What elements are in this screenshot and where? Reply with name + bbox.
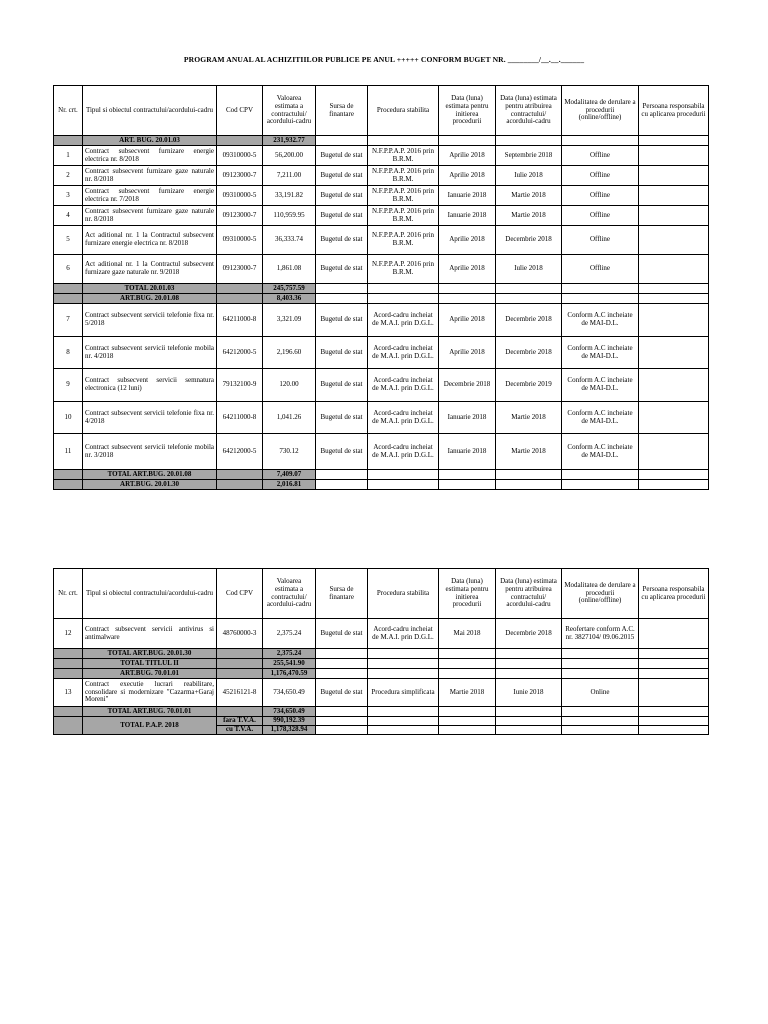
empty-cell xyxy=(562,136,639,146)
empty-cell xyxy=(54,136,83,146)
empty-cell xyxy=(639,726,709,735)
row-tip-obiect: Contract subsecvent servicii telefonie mobila nr. 4/2018 xyxy=(83,337,217,369)
empty-cell xyxy=(639,284,709,294)
total-row xyxy=(54,649,709,659)
row-data-atribuire: Decembrie 2018 xyxy=(496,619,562,649)
row-persoana xyxy=(639,166,709,186)
col-header-persoana: Persoana responsabila cu aplicarea procedurii xyxy=(639,86,709,136)
row-cod-cpv: 79132100-9 xyxy=(217,369,263,402)
empty-cell xyxy=(54,669,83,679)
row-data-atribuire: Decembrie 2018 xyxy=(496,304,562,337)
document-title: PROGRAM ANUAL AL ACHIZITIILOR PUBLICE PE ANUL +++++ CONFORM BUGET NR. ________/__.__.______ xyxy=(183,55,585,64)
empty-cell xyxy=(439,649,496,659)
row-data-atribuire: Iunie 2018 xyxy=(496,679,562,707)
row-procedura: Acord-cadru incheiat de M.A.I. prin D.G.L. xyxy=(368,369,439,402)
table-row xyxy=(54,146,709,166)
row-tip-obiect: Contract subsecvent servicii telefonie fixa nr. 5/2018 xyxy=(83,304,217,337)
row-data-initiere: Aprilie 2018 xyxy=(439,146,496,166)
empty-cell xyxy=(368,136,439,146)
row-modalitate: Conform A.C incheiate de MAI-D.L. xyxy=(562,402,639,434)
row-tip-obiect: Act aditional nr. 1 la Contractul subsecvent furnizare energie electrica nr. 8/2018 xyxy=(83,226,217,255)
empty-cell xyxy=(368,707,439,717)
table-row xyxy=(54,402,709,434)
row-label: TOTAL ART.BUG. 70.01.01 xyxy=(83,707,217,717)
table-row xyxy=(54,206,709,226)
empty-cell xyxy=(54,284,83,294)
row-data-initiere: Martie 2018 xyxy=(439,679,496,707)
empty-cell xyxy=(639,649,709,659)
empty-cell xyxy=(439,470,496,480)
empty-cell xyxy=(217,294,263,304)
empty-cell xyxy=(217,649,263,659)
col-header-nr: Nr. crt. xyxy=(54,86,83,136)
row-label: ART.BUG. 70.01.01 xyxy=(83,669,217,679)
empty-cell xyxy=(439,480,496,490)
row-data-initiere: Ianuarie 2018 xyxy=(439,186,496,206)
col-header-persoana: Persoana responsabila cu aplicarea procedurii xyxy=(639,569,709,619)
table-row xyxy=(54,226,709,255)
empty-cell xyxy=(562,649,639,659)
row-modalitate: Conform A.C incheiate de MAI-D.L. xyxy=(562,434,639,470)
row-data-initiere: Aprilie 2018 xyxy=(439,337,496,369)
row-data-atribuire: Martie 2018 xyxy=(496,402,562,434)
row-valoare: 2,375.24 xyxy=(263,619,316,649)
row-nr: 3 xyxy=(54,186,83,206)
row-label: ART. BUG. 20.01.03 xyxy=(83,136,217,146)
empty-cell xyxy=(439,136,496,146)
row-persoana xyxy=(639,186,709,206)
row-valoare: 56,200.00 xyxy=(263,146,316,166)
row-modalitate: Offline xyxy=(562,226,639,255)
empty-cell xyxy=(439,726,496,735)
empty-cell xyxy=(54,480,83,490)
row-persoana xyxy=(639,304,709,337)
row-data-initiere: Aprilie 2018 xyxy=(439,255,496,284)
row-persoana xyxy=(639,369,709,402)
total-row xyxy=(54,707,709,717)
row-procedura: N.F.P.P.A.P. 2016 prin B.R.M. xyxy=(368,146,439,166)
empty-cell xyxy=(562,284,639,294)
row-value: 734,650.49 xyxy=(263,707,316,717)
row-sursa: Bugetul de stat xyxy=(316,434,368,470)
empty-cell xyxy=(562,480,639,490)
empty-cell xyxy=(54,470,83,480)
procurement-table-1 xyxy=(53,85,709,490)
table-row xyxy=(54,679,709,707)
row-procedura: N.F.P.P.A.P. 2016 prin B.R.M. xyxy=(368,226,439,255)
empty-cell xyxy=(496,659,562,669)
empty-cell xyxy=(217,284,263,294)
header-row xyxy=(54,86,709,136)
row-data-initiere: Ianuarie 2018 xyxy=(439,206,496,226)
col-header-tip: Tipul si obiectul contractului/acordului-cadru xyxy=(83,86,217,136)
empty-cell xyxy=(639,294,709,304)
row-modalitate: Conform A.C incheiate de MAI-D.L. xyxy=(562,337,639,369)
empty-cell xyxy=(368,649,439,659)
row-valoare: 734,650.49 xyxy=(263,679,316,707)
empty-cell xyxy=(562,707,639,717)
row-sursa: Bugetul de stat xyxy=(316,146,368,166)
row-data-initiere: Aprilie 2018 xyxy=(439,166,496,186)
row-persoana xyxy=(639,402,709,434)
col-header-cpv: Cod CPV xyxy=(217,569,263,619)
col-header-tip: Tipul si obiectul contractului/acordului-cadru xyxy=(83,569,217,619)
row-label: ART.BUG. 20.01.08 xyxy=(83,294,217,304)
row-cod-cpv: 64211000-8 xyxy=(217,304,263,337)
row-data-atribuire: Iulie 2018 xyxy=(496,166,562,186)
row-data-initiere: Aprilie 2018 xyxy=(439,304,496,337)
empty-cell xyxy=(316,480,368,490)
row-cod-cpv: 09123000-7 xyxy=(217,255,263,284)
row-persoana xyxy=(639,337,709,369)
tva-label-fara: fara T.V.A. xyxy=(217,717,263,726)
col-header-valoare: Valoarea estimata a contractului/ acordului-cadru xyxy=(263,569,316,619)
row-value: 8,403.36 xyxy=(263,294,316,304)
row-sursa: Bugetul de stat xyxy=(316,619,368,649)
row-cod-cpv: 48760000-3 xyxy=(217,619,263,649)
empty-cell xyxy=(562,659,639,669)
empty-cell xyxy=(496,717,562,726)
row-label: TOTAL ART.BUG. 20.01.30 xyxy=(83,649,217,659)
table-row xyxy=(54,255,709,284)
empty-cell xyxy=(54,707,83,717)
col-header-data-initiere: Data (luna) estimata pentru initierea procedurii xyxy=(439,569,496,619)
empty-cell xyxy=(496,669,562,679)
table-row xyxy=(54,166,709,186)
empty-cell xyxy=(496,707,562,717)
row-nr: 6 xyxy=(54,255,83,284)
row-persoana xyxy=(639,226,709,255)
row-modalitate: Offline xyxy=(562,186,639,206)
empty-cell xyxy=(439,294,496,304)
row-sursa: Bugetul de stat xyxy=(316,679,368,707)
total-row xyxy=(54,659,709,669)
empty-cell xyxy=(217,669,263,679)
row-persoana xyxy=(639,206,709,226)
row-cod-cpv: 09310000-5 xyxy=(217,226,263,255)
row-nr: 2 xyxy=(54,166,83,186)
empty-cell xyxy=(439,659,496,669)
row-valoare: 730.12 xyxy=(263,434,316,470)
row-valoare: 3,321.09 xyxy=(263,304,316,337)
row-sursa: Bugetul de stat xyxy=(316,402,368,434)
row-data-atribuire: Martie 2018 xyxy=(496,434,562,470)
row-tip-obiect: Contract subsecvent servicii telefonie fixa nr. 4/2018 xyxy=(83,402,217,434)
empty-cell xyxy=(496,294,562,304)
row-procedura: Procedura simplificata xyxy=(368,679,439,707)
row-sursa: Bugetul de stat xyxy=(316,304,368,337)
col-header-sursa: Sursa de finantare xyxy=(316,86,368,136)
row-modalitate: Offline xyxy=(562,255,639,284)
empty-cell xyxy=(54,717,83,735)
empty-cell xyxy=(54,649,83,659)
row-modalitate: Offline xyxy=(562,146,639,166)
table-row xyxy=(54,619,709,649)
empty-cell xyxy=(316,294,368,304)
row-sursa: Bugetul de stat xyxy=(316,226,368,255)
col-header-modalitate: Modalitatea de derulare a procedurii (online/offline) xyxy=(562,86,639,136)
row-modalitate: Offline xyxy=(562,206,639,226)
empty-cell xyxy=(316,726,368,735)
row-data-atribuire: Martie 2018 xyxy=(496,206,562,226)
row-procedura: Acord-cadru incheiat de M.A.I. prin D.G.L. xyxy=(368,619,439,649)
row-procedura: N.F.P.P.A.P. 2016 prin B.R.M. xyxy=(368,255,439,284)
empty-cell xyxy=(639,669,709,679)
row-cod-cpv: 64211000-8 xyxy=(217,402,263,434)
row-label: TOTAL TITLUL II xyxy=(83,659,217,669)
empty-cell xyxy=(316,470,368,480)
row-data-initiere: Ianuarie 2018 xyxy=(439,402,496,434)
empty-cell xyxy=(562,294,639,304)
row-sursa: Bugetul de stat xyxy=(316,206,368,226)
empty-cell xyxy=(217,480,263,490)
row-valoare: 2,196.60 xyxy=(263,337,316,369)
header-row xyxy=(54,569,709,619)
empty-cell xyxy=(217,136,263,146)
row-modalitate: Online xyxy=(562,679,639,707)
row-sursa: Bugetul de stat xyxy=(316,166,368,186)
row-persoana xyxy=(639,146,709,166)
row-data-initiere: Ianuarie 2018 xyxy=(439,434,496,470)
col-header-cpv: Cod CPV xyxy=(217,86,263,136)
row-label: TOTAL 20.01.03 xyxy=(83,284,217,294)
empty-cell xyxy=(316,659,368,669)
row-label: TOTAL P.A.P. 2018 xyxy=(83,717,217,735)
empty-cell xyxy=(496,136,562,146)
row-value: 245,757.59 xyxy=(263,284,316,294)
row-modalitate: Conform A.C incheiate de MAI-D.L. xyxy=(562,304,639,337)
empty-cell xyxy=(496,480,562,490)
table-row xyxy=(54,186,709,206)
row-procedura: N.F.P.P.A.P. 2016 prin B.R.M. xyxy=(368,166,439,186)
empty-cell xyxy=(639,136,709,146)
art-bug-row xyxy=(54,669,709,679)
row-nr: 5 xyxy=(54,226,83,255)
empty-cell xyxy=(316,649,368,659)
row-data-initiere: Decembrie 2018 xyxy=(439,369,496,402)
col-header-sursa: Sursa de finantare xyxy=(316,569,368,619)
table-row xyxy=(54,369,709,402)
art-bug-row xyxy=(54,480,709,490)
row-sursa: Bugetul de stat xyxy=(316,337,368,369)
col-header-valoare: Valoarea estimata a contractului/ acordului-cadru xyxy=(263,86,316,136)
row-valoare: 7,211.00 xyxy=(263,166,316,186)
row-sursa: Bugetul de stat xyxy=(316,369,368,402)
row-data-atribuire: Martie 2018 xyxy=(496,186,562,206)
col-header-data-atribuire: Data (luna) estimata pentru atribuirea contractului/ acordului-cadru xyxy=(496,86,562,136)
col-header-procedura: Procedura stabilita xyxy=(368,569,439,619)
empty-cell xyxy=(368,659,439,669)
row-procedura: Acord-cadru incheiat de M.A.I. prin D.G.L. xyxy=(368,337,439,369)
row-value-cu-tva: 1,178,328.94 xyxy=(263,726,316,735)
row-cod-cpv: 64212000-5 xyxy=(217,337,263,369)
row-valoare: 1,041.26 xyxy=(263,402,316,434)
row-nr: 1 xyxy=(54,146,83,166)
empty-cell xyxy=(639,659,709,669)
empty-cell xyxy=(562,470,639,480)
procurement-table-2 xyxy=(53,568,709,735)
empty-cell xyxy=(368,669,439,679)
row-value: 2,375.24 xyxy=(263,649,316,659)
row-value: 255,541.90 xyxy=(263,659,316,669)
row-persoana xyxy=(639,619,709,649)
empty-cell xyxy=(54,659,83,669)
row-nr: 9 xyxy=(54,369,83,402)
row-modalitate: Conform A.C incheiate de MAI-D.L. xyxy=(562,369,639,402)
total-row xyxy=(54,470,709,480)
row-nr: 11 xyxy=(54,434,83,470)
art-bug-row xyxy=(54,136,709,146)
row-sursa: Bugetul de stat xyxy=(316,186,368,206)
empty-cell xyxy=(439,284,496,294)
row-tip-obiect: Contract subsecvent servicii semnatura electronica (12 luni) xyxy=(83,369,217,402)
row-valoare: 36,333.74 xyxy=(263,226,316,255)
empty-cell xyxy=(316,669,368,679)
row-procedura: Acord-cadru incheiat de M.A.I. prin D.G.L. xyxy=(368,402,439,434)
row-procedura: Acord-cadru incheiat de M.A.I. prin D.G.L. xyxy=(368,434,439,470)
row-cod-cpv: 09123000-7 xyxy=(217,166,263,186)
empty-cell xyxy=(639,717,709,726)
row-tip-obiect: Contract subsecvent servicii telefonie mobila nr. 3/2018 xyxy=(83,434,217,470)
empty-cell xyxy=(496,284,562,294)
empty-cell xyxy=(639,480,709,490)
empty-cell xyxy=(639,707,709,717)
row-valoare: 33,191.82 xyxy=(263,186,316,206)
row-persoana xyxy=(639,255,709,284)
row-cod-cpv: 45216121-8 xyxy=(217,679,263,707)
row-nr: 7 xyxy=(54,304,83,337)
row-tip-obiect: Contract subsecvent furnizare energie electrica nr. 7/2018 xyxy=(83,186,217,206)
row-cod-cpv: 09310000-5 xyxy=(217,186,263,206)
col-header-data-atribuire: Data (luna) estimata pentru atribuirea contractului/ acordului-cadru xyxy=(496,569,562,619)
row-procedura: N.F.P.P.A.P. 2016 prin B.R.M. xyxy=(368,206,439,226)
empty-cell xyxy=(316,284,368,294)
total-pap-row xyxy=(54,717,709,726)
row-cod-cpv: 09310000-5 xyxy=(217,146,263,166)
row-nr: 8 xyxy=(54,337,83,369)
empty-cell xyxy=(439,707,496,717)
empty-cell xyxy=(639,470,709,480)
empty-cell xyxy=(439,717,496,726)
row-nr: 10 xyxy=(54,402,83,434)
row-data-atribuire: Septembrie 2018 xyxy=(496,146,562,166)
row-label: ART.BUG. 20.01.30 xyxy=(83,480,217,490)
empty-cell xyxy=(562,669,639,679)
tva-label-cu: cu T.V.A. xyxy=(217,726,263,735)
table-row xyxy=(54,434,709,470)
row-data-atribuire: Decembrie 2018 xyxy=(496,337,562,369)
row-tip-obiect: Contract executie lucrari reabilitare, consolidare si modernizare "Cazarma+Garaj Moreni" xyxy=(83,679,217,707)
table-row xyxy=(54,337,709,369)
empty-cell xyxy=(368,284,439,294)
row-modalitate: Offline xyxy=(562,166,639,186)
empty-cell xyxy=(368,294,439,304)
row-value-fara-tva: 990,192.39 xyxy=(263,717,316,726)
row-nr: 4 xyxy=(54,206,83,226)
table-row xyxy=(54,304,709,337)
empty-cell xyxy=(217,659,263,669)
empty-cell xyxy=(562,717,639,726)
empty-cell xyxy=(368,726,439,735)
row-value: 1,176,470.59 xyxy=(263,669,316,679)
row-procedura: N.F.P.P.A.P. 2016 prin B.R.M. xyxy=(368,186,439,206)
row-tip-obiect: Contract subsecvent furnizare gaze naturale nr. 8/2018 xyxy=(83,206,217,226)
col-header-procedura: Procedura stabilita xyxy=(368,86,439,136)
row-valoare: 120.00 xyxy=(263,369,316,402)
empty-cell xyxy=(439,669,496,679)
row-persoana xyxy=(639,434,709,470)
row-procedura: Acord-cadru incheiat de M.A.I. prin D.G.L. xyxy=(368,304,439,337)
art-bug-row xyxy=(54,294,709,304)
empty-cell xyxy=(496,726,562,735)
empty-cell xyxy=(496,649,562,659)
empty-cell xyxy=(496,470,562,480)
empty-cell xyxy=(316,707,368,717)
row-nr: 13 xyxy=(54,679,83,707)
empty-cell xyxy=(316,136,368,146)
row-persoana xyxy=(639,679,709,707)
col-header-modalitate: Modalitatea de derulare a procedurii (online/offline) xyxy=(562,569,639,619)
row-data-initiere: Mai 2018 xyxy=(439,619,496,649)
row-sursa: Bugetul de stat xyxy=(316,255,368,284)
row-cod-cpv: 64212000-5 xyxy=(217,434,263,470)
row-data-atribuire: Decembrie 2018 xyxy=(496,226,562,255)
empty-cell xyxy=(368,717,439,726)
row-cod-cpv: 09123000-7 xyxy=(217,206,263,226)
empty-cell xyxy=(562,726,639,735)
empty-cell xyxy=(54,294,83,304)
empty-cell xyxy=(217,707,263,717)
row-data-atribuire: Iulie 2018 xyxy=(496,255,562,284)
empty-cell xyxy=(217,470,263,480)
row-label: TOTAL ART.BUG. 20.01.08 xyxy=(83,470,217,480)
row-value: 231,932.77 xyxy=(263,136,316,146)
row-tip-obiect: Act aditional nr. 1 la Contractul subsecvent furnizare gaze naturale nr. 9/2018 xyxy=(83,255,217,284)
row-data-initiere: Aprilie 2018 xyxy=(439,226,496,255)
row-valoare: 1,861.08 xyxy=(263,255,316,284)
col-header-nr: Nr. crt. xyxy=(54,569,83,619)
empty-cell xyxy=(368,480,439,490)
row-value: 7,409.07 xyxy=(263,470,316,480)
row-tip-obiect: Contract subsecvent furnizare gaze naturale nr. 8/2018 xyxy=(83,166,217,186)
empty-cell xyxy=(368,470,439,480)
row-valoare: 110,959.95 xyxy=(263,206,316,226)
row-tip-obiect: Contract subsecvent servicii antivirus si antimalware xyxy=(83,619,217,649)
total-row xyxy=(54,284,709,294)
row-modalitate: Reofertare conform A.C. nr. 3827104/ 09.06.2015 xyxy=(562,619,639,649)
row-tip-obiect: Contract subsecvent furnizare energie electrica nr. 8/2018 xyxy=(83,146,217,166)
row-nr: 12 xyxy=(54,619,83,649)
col-header-data-initiere: Data (luna) estimata pentru initierea procedurii xyxy=(439,86,496,136)
row-value: 2,016.81 xyxy=(263,480,316,490)
empty-cell xyxy=(316,717,368,726)
row-data-atribuire: Decembrie 2019 xyxy=(496,369,562,402)
